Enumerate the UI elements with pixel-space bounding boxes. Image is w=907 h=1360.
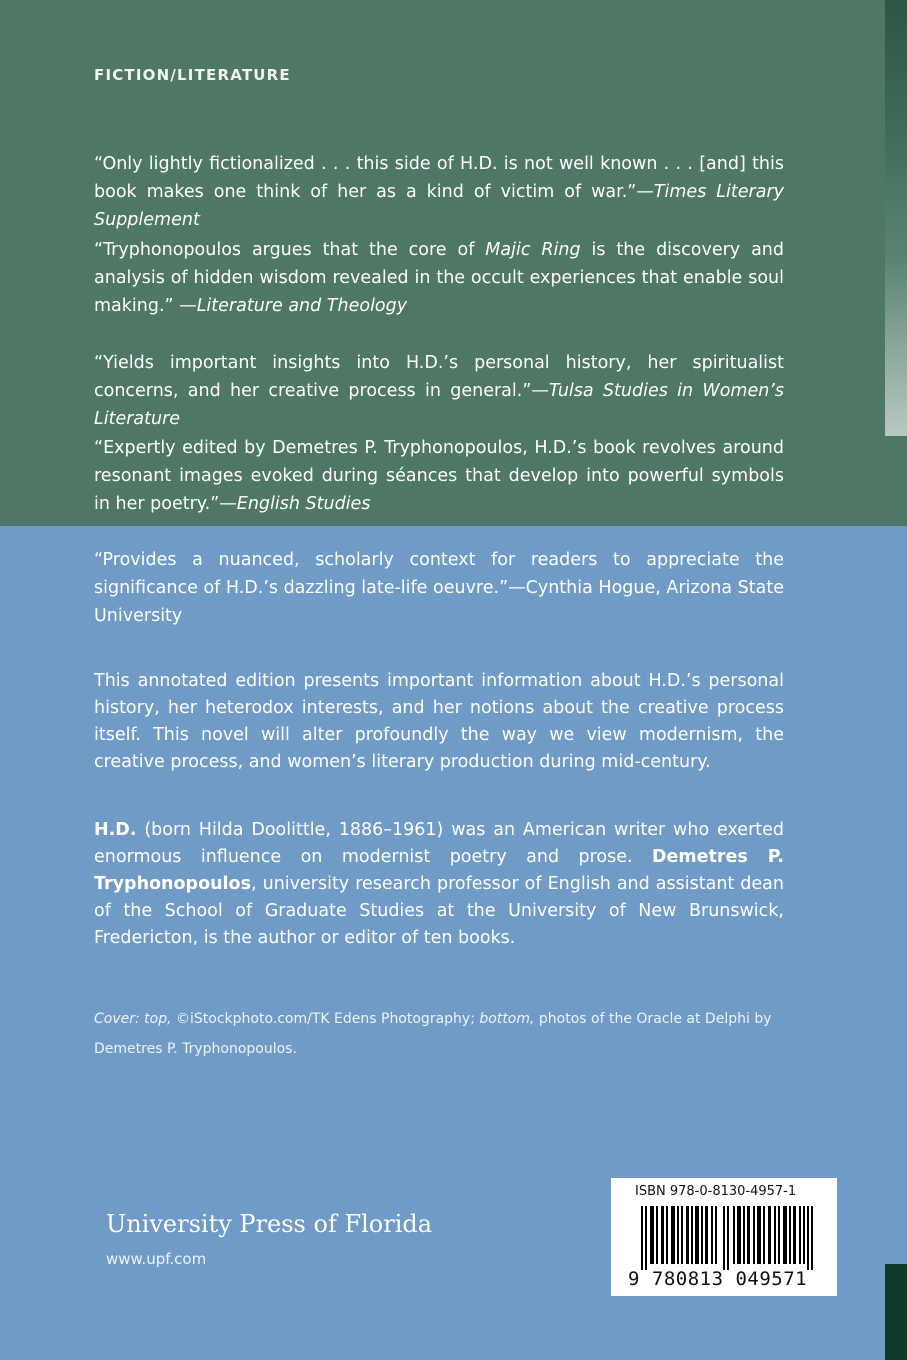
genre-label: FICTION/LITERATURE	[94, 66, 291, 84]
barcode-bars-icon	[641, 1206, 817, 1270]
review-quote-2: “Tryphonopoulos argues that the core of Majic Ring is the discovery and analysis of hidden wisdom revealed in the occult experiences that enable soul making.” —Literature and Theology	[94, 240, 785, 316]
front-cover-edge-strip	[885, 0, 907, 436]
publisher-website: www.upf.com	[106, 1250, 207, 1268]
review-quote-4: “Expertly edited by Demetres P. Tryphonopoulos, H.D.’s book revolves around resonant images evoked during séances that develop into powerful symbols in her poetry.”—English Studies	[94, 438, 784, 514]
author-bio: H.D. (born Hilda Doolittle, 1886–1961) was an American writer who exerted enormous influence on modernist poetry and prose. Demetres P. Tryphonopoulos, university research professor of English and assistant dean of the School of Graduate Studies at the University of New Brunswick, Fredericton, is the author or editor of ten books.	[94, 820, 785, 948]
front-cover-edge-dark	[885, 1264, 907, 1360]
review-quote-5: “Provides a nuanced, scholarly context for readers to appreciate the significance of H.D.’s dazzling late-life oeuvre.”—Cynthia Hogue, Arizona State University	[94, 550, 784, 626]
isbn-barcode	[611, 1178, 837, 1296]
isbn-label: ISBN 978-0-8130-4957-1	[635, 1184, 797, 1199]
cover-credit: Cover: top, ©iStockphoto.com/TK Edens Photography; bottom, photos of the Oracle at Delphi by Demetres P. Tryphonopoulos.	[94, 1011, 772, 1057]
publisher-name: University Press of Florida	[106, 1210, 433, 1238]
barcode-digits: 9 780813 049571	[628, 1268, 808, 1290]
review-quote-1: “Only lightly fictionalized . . . this side of H.D. is not well known . . . [and] this book makes one think of her as a kind of victim of war.”—Times Literary Supplement	[94, 154, 784, 230]
review-quote-3: “Yields important insights into H.D.’s personal history, her spiritualist concerns, and her creative process in general.”—Tulsa Studies in Women’s Literature	[94, 353, 784, 429]
book-description: This annotated edition presents important information about H.D.’s personal history, her heterodox interests, and her notions about the creative process itself. This novel will alter profoundly the way we view modernism, the creative process, and women’s literary production during mid-century.	[94, 671, 784, 772]
